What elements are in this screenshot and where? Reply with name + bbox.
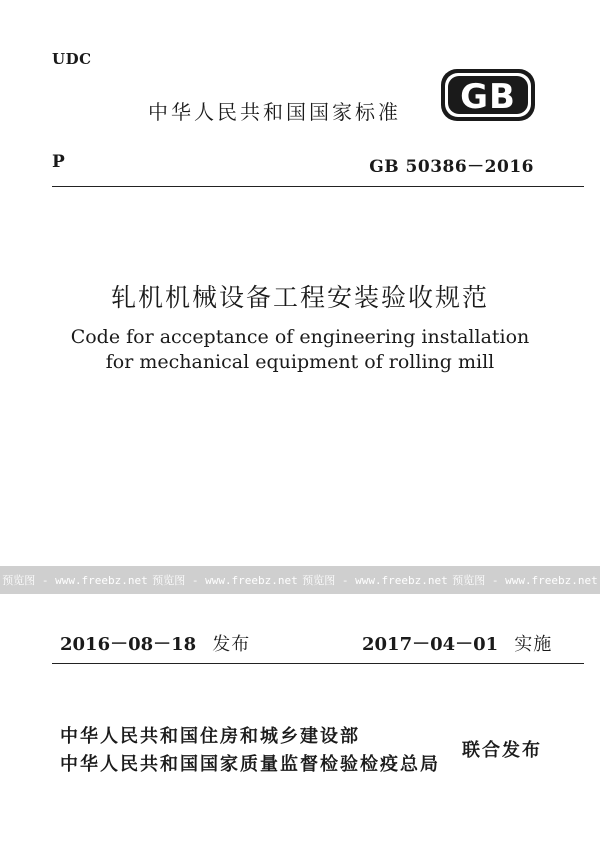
watermark-text: 预览图 - www.freebz.net (152, 574, 298, 587)
issue-date: 2016－08－18 (60, 634, 197, 655)
title-chinese: 轧机机械设备工程安装验收规范 (110, 283, 489, 312)
issue-date-line (60, 630, 250, 656)
title-english-line-1: Code for acceptance of engineering installation (70, 326, 530, 348)
national-standard-label: 中华人民共和国国家标准 (148, 100, 401, 124)
implement-label: 实施 (514, 634, 553, 655)
watermark-band (0, 566, 600, 594)
implement-date: 2017－04－01 (362, 634, 499, 655)
svg-text:GB: GB (460, 77, 516, 117)
classification-code: P (52, 152, 65, 172)
gb-logo (440, 68, 536, 122)
watermark-text: 预览图 - www.freebz.net (2, 574, 148, 587)
issuer-line-1: 中华人民共和国住房和城乡建设部 (60, 726, 360, 747)
standard-number: GB 50386－2016 (369, 157, 534, 177)
bottom-divider (52, 663, 584, 664)
title-english-line-2: for mechanical equipment of rolling mill (105, 351, 495, 373)
issuer-line-2: 中华人民共和国国家质量监督检验检疫总局 (60, 754, 440, 775)
top-divider (52, 186, 584, 187)
watermark-text: 预览图 - www.freebz.net (302, 574, 448, 587)
udc-label: UDC (52, 50, 92, 68)
implement-date-line (362, 630, 552, 656)
issue-label: 发布 (212, 634, 251, 655)
joint-issue-label: 联合发布 (462, 740, 542, 761)
watermark-text: 预览图 - www.freebz.net (452, 574, 598, 587)
